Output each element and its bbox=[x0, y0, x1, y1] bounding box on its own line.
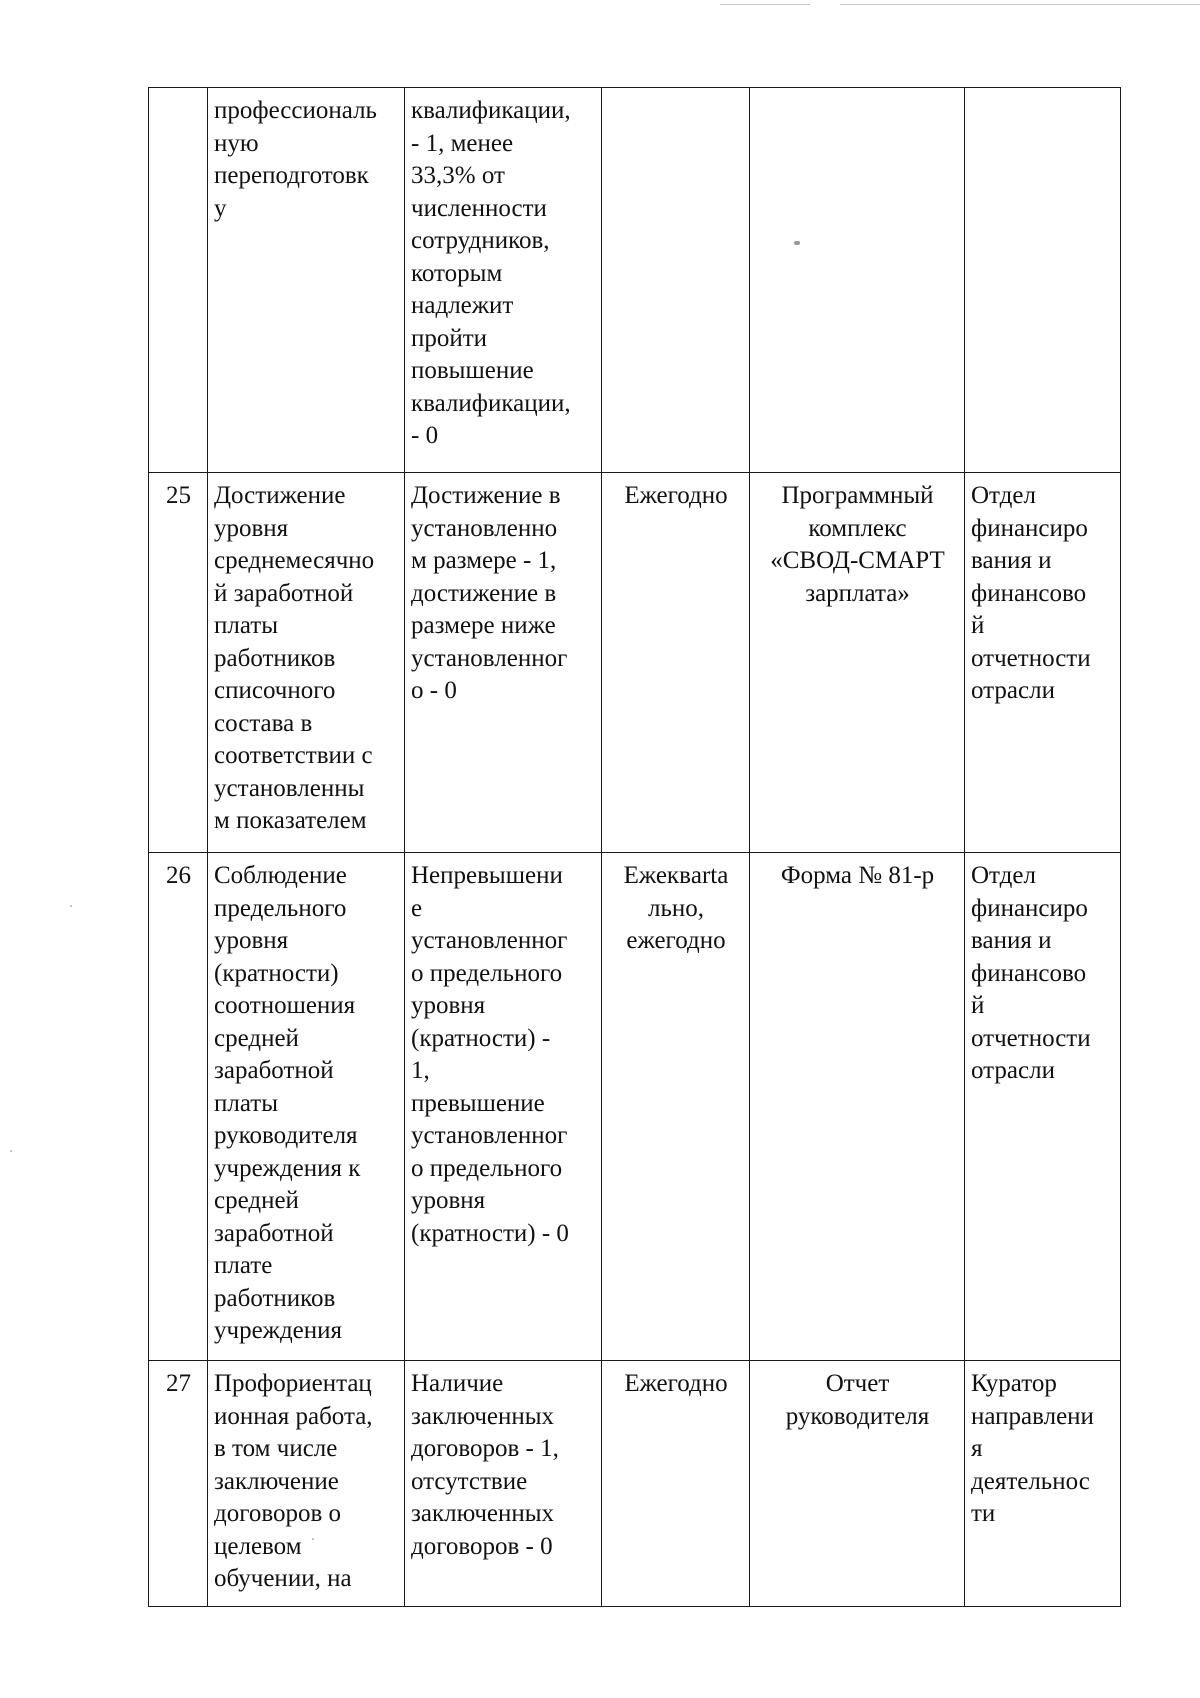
scan-speck bbox=[10, 1150, 12, 1152]
source-cell: Отчет руководителя bbox=[750, 1361, 965, 1607]
criteria-cell: Достижение в установленно м размере - 1, достижение в размере ниже установленног о - 0 bbox=[405, 473, 602, 853]
frequency-cell: Ежеквarta льно, ежегодно bbox=[602, 853, 750, 1361]
responsible-cell: Куратор направлени я деятельнос ти bbox=[965, 1361, 1121, 1607]
responsible-cell: Отдел финансиро вания и финансово й отчетности отрасли bbox=[965, 473, 1121, 853]
indicator-cell: Соблюдение предельного уровня (кратности) соотношения средней заработной платы руководителя учреждения к средней заработной плате работников учреждения bbox=[208, 853, 405, 1361]
criteria-cell: Наличие заключенных договоров - 1, отсутствие заключенных договоров - 0 bbox=[405, 1361, 602, 1607]
scan-edge-line bbox=[840, 4, 1200, 5]
responsible-cell: Отдел финансиро вания и финансово й отчетности отрасли bbox=[965, 853, 1121, 1361]
frequency-cell: Ежегодно bbox=[602, 1361, 750, 1607]
row-number bbox=[149, 88, 208, 473]
criteria-cell: квалификации, - 1, менее 33,3% от численности сотрудников, которым надлежит пройти повышение квалификации, - 0 bbox=[405, 88, 602, 473]
indicator-cell: Достижение уровня среднемесячно й заработной платы работников списочного состава в соответствии с установленны м показателем bbox=[208, 473, 405, 853]
row-number: 27 bbox=[149, 1361, 208, 1607]
criteria-cell: Непревышени е установленног о предельного уровня (кратности) - 1, превышение установленног о предельного уровня (кратности) - 0 bbox=[405, 853, 602, 1361]
indicators-table bbox=[148, 87, 1121, 1607]
frequency-cell bbox=[602, 88, 750, 473]
table-row bbox=[149, 853, 1121, 1361]
frequency-cell: Ежегодно bbox=[602, 473, 750, 853]
row-number: 25 bbox=[149, 473, 208, 853]
source-cell bbox=[750, 88, 965, 473]
scan-speck bbox=[70, 905, 72, 907]
responsible-cell bbox=[965, 88, 1121, 473]
table-row bbox=[149, 88, 1121, 473]
table-row bbox=[149, 473, 1121, 853]
source-cell: Форма № 81-р bbox=[750, 853, 965, 1361]
indicator-cell: Профориентац ионная работа, в том числе заключение договоров о целевом обучении, на bbox=[208, 1361, 405, 1607]
scan-edge-line bbox=[720, 4, 810, 5]
indicator-cell: профессиональ ную переподготовк у bbox=[208, 88, 405, 473]
table-row bbox=[149, 1361, 1121, 1607]
row-number: 26 bbox=[149, 853, 208, 1361]
source-cell: Программный комплекс «СВОД-СМАРТ зарплата» bbox=[750, 473, 965, 853]
